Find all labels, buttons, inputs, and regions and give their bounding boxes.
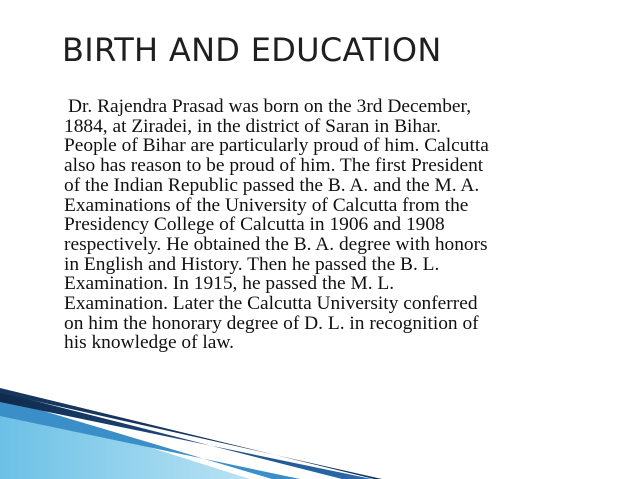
body-line: of the Indian Republic passed the B. A. and the M. A. bbox=[64, 174, 480, 196]
body-line: Examination. In 1915, he passed the M. L. bbox=[64, 273, 395, 295]
body-line: 1884, at Ziradei, in the district of Saran in Bihar. bbox=[64, 115, 441, 137]
swoosh-mid-band bbox=[0, 398, 300, 479]
swoosh-dark-band bbox=[0, 392, 372, 479]
body-line: Presidency College of Calcutta in 1906 and 1908 bbox=[64, 214, 445, 236]
body-line: People of Bihar are particularly proud of him. Calcutta bbox=[64, 135, 489, 157]
swoosh-dark-edge bbox=[0, 388, 382, 479]
swoosh-light-band bbox=[0, 400, 250, 479]
body-line: Dr. Rajendra Prasad was born on the 3rd December, bbox=[68, 96, 472, 117]
body-line: respectively. He obtained the B. A. degree with honors bbox=[64, 233, 488, 255]
body-line: Examination. Later the Calcutta University conferred bbox=[64, 293, 478, 315]
body-line: Examinations of the University of Calcutta from the bbox=[64, 194, 469, 216]
body-line: on him the honorary degree of D. L. in recognition of bbox=[64, 312, 479, 334]
slide-body-text bbox=[64, 97, 584, 353]
body-line: also has reason to be proud of him. The first President bbox=[64, 155, 484, 177]
body-line: his knowledge of law. bbox=[64, 332, 234, 354]
slide-title: BIRTH AND EDUCATION bbox=[62, 31, 442, 69]
body-line: in English and History. Then he passed the B. L. bbox=[64, 253, 440, 275]
